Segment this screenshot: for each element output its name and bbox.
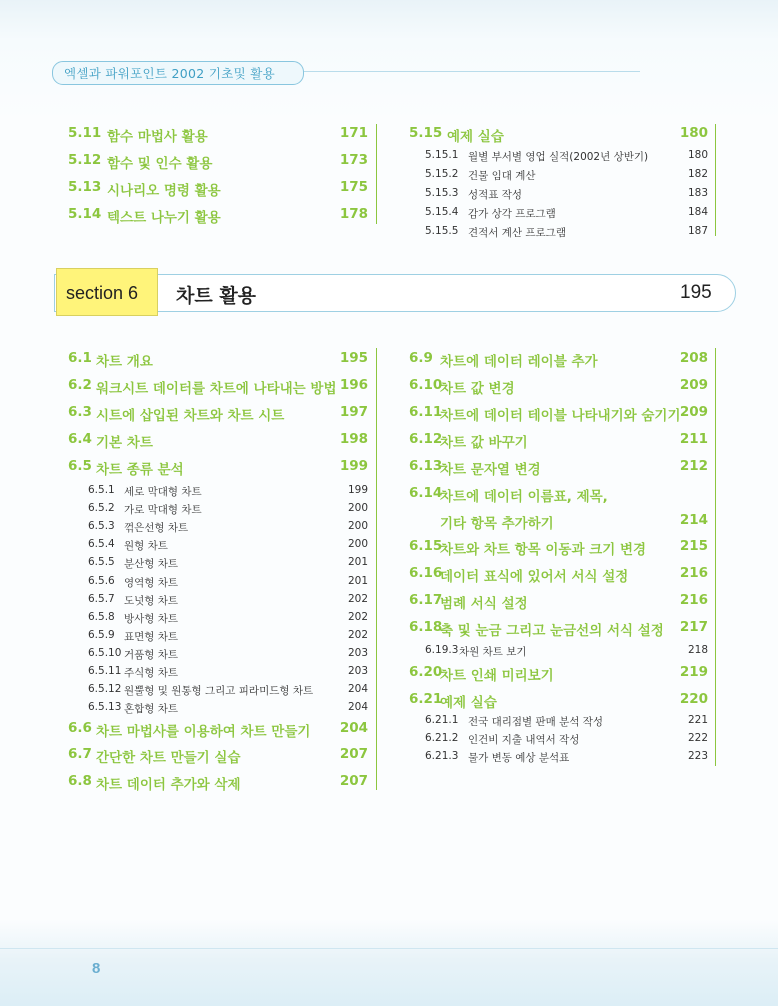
entry-title: 축 및 눈금 그리고 눈금선의 서식 설정 xyxy=(440,623,664,639)
header-rule xyxy=(300,71,640,72)
entry-title: 워크시트 데이터를 차트에 나타내는 방법 xyxy=(96,381,337,397)
subentry-page: 183 xyxy=(687,187,708,199)
toc-subentry[interactable] xyxy=(88,683,368,697)
subentry-number: 5.15.3 xyxy=(425,187,459,199)
entry-title: 함수 마법사 활용 xyxy=(107,129,208,145)
subentry-number: 5.15.4 xyxy=(425,206,459,218)
subentry-page: 222 xyxy=(687,732,708,744)
section-label: section 6 xyxy=(66,283,139,303)
subentry-number: 6.19.3 xyxy=(425,644,459,656)
toc-entry[interactable] xyxy=(68,377,368,395)
subentry-title: 인건비 지출 내역서 작성 xyxy=(468,734,580,746)
entry-title: 차트 인쇄 미리보기 xyxy=(440,668,554,684)
entry-page: 195 xyxy=(339,350,368,366)
entry-page: 209 xyxy=(679,377,708,393)
subentry-title: 원뿔형 및 원통형 그리고 피라미드형 차트 xyxy=(124,685,314,698)
entry-title: 차트에 데이터 테이블 나타내기와 숨기기 xyxy=(440,408,681,424)
subentry-title: 감가 상각 프로그램 xyxy=(468,208,556,220)
entry-title: 텍스트 나누기 활용 xyxy=(107,210,221,226)
entry-page: 211 xyxy=(679,431,708,447)
book-title: 엑셀과 파워포인트 2002 기초및 활용 xyxy=(64,66,275,81)
entry-page: 207 xyxy=(339,746,368,762)
entry-page: 219 xyxy=(679,664,708,680)
toc-subentry[interactable] xyxy=(88,538,368,552)
subentry-number: 5.15.2 xyxy=(425,168,459,180)
subentry-number: 6.5.6 xyxy=(88,574,115,587)
subentry-title: 세로 막대형 차트 xyxy=(124,486,202,498)
entry-number: 6.21 xyxy=(409,691,443,707)
subentry-page: 182 xyxy=(687,168,708,180)
column-divider xyxy=(715,124,716,236)
entry-page: 220 xyxy=(679,691,708,707)
entry-number: 6.16 xyxy=(409,565,443,581)
subentry-number: 6.5.4 xyxy=(88,538,115,551)
toc-entry[interactable] xyxy=(409,125,708,143)
entry-page: 209 xyxy=(679,404,708,420)
toc-subentry[interactable] xyxy=(88,520,368,534)
subentry-title: 물가 변동 예상 분석표 xyxy=(468,752,570,764)
entry-number: 6.10 xyxy=(409,377,443,393)
toc-entry[interactable] xyxy=(409,377,708,395)
entry-number: 5.15 xyxy=(409,125,443,141)
entry-title: 차트 종류 분석 xyxy=(96,462,184,478)
toc-subentry[interactable] xyxy=(425,750,708,764)
entry-title: 데이터 표식에 있어서 서식 설정 xyxy=(440,569,629,585)
subentry-page: 200 xyxy=(347,538,368,551)
subentry-page: 202 xyxy=(347,592,368,605)
subentry-page: 200 xyxy=(347,520,368,533)
entry-number: 6.2 xyxy=(68,377,92,393)
entry-number: 6.14 xyxy=(409,485,443,501)
entry-number: 6.7 xyxy=(68,746,92,762)
toc-subentry[interactable] xyxy=(88,484,368,498)
toc-entry[interactable] xyxy=(409,691,708,709)
column-divider xyxy=(376,348,377,790)
subentry-number: 6.5.13 xyxy=(88,701,122,714)
subentry-title: 가로 막대형 차트 xyxy=(124,504,202,517)
entry-title: 예제 실습 xyxy=(447,129,504,145)
entry-title-line2: 기타 항목 추가하기 xyxy=(440,516,554,532)
subentry-number: 5.15.5 xyxy=(425,225,459,237)
toc-entry[interactable] xyxy=(68,350,368,368)
subentry-number: 6.21.1 xyxy=(425,714,459,726)
entry-title: 차트와 차트 항목 이동과 크기 변경 xyxy=(440,542,647,558)
subentry-title: 차원 차트 보기 xyxy=(459,646,527,658)
toc-subentry[interactable] xyxy=(88,665,368,679)
entry-number: 6.8 xyxy=(68,773,92,789)
entry-page: 178 xyxy=(339,206,368,222)
section-title: 차트 활용 xyxy=(176,285,257,307)
toc-subentry[interactable] xyxy=(88,593,368,607)
subentry-page: 218 xyxy=(687,644,708,656)
entry-page: 216 xyxy=(679,592,708,608)
entry-title: 차트 값 변경 xyxy=(440,381,515,397)
subentry-number: 6.5.12 xyxy=(88,683,122,696)
subentry-title: 방사형 차트 xyxy=(124,612,179,625)
toc-subentry[interactable] xyxy=(425,714,708,728)
entry-number: 6.6 xyxy=(68,720,92,736)
page-number: 8 xyxy=(92,960,101,977)
entry-page: 175 xyxy=(339,179,368,195)
entry-number: 6.15 xyxy=(409,538,443,554)
subentry-number: 6.5.11 xyxy=(88,665,122,677)
subentry-title: 견적서 계산 프로그램 xyxy=(468,227,566,239)
toc-subentry[interactable] xyxy=(88,575,368,589)
entry-number: 6.11 xyxy=(409,404,443,420)
entry-page: 215 xyxy=(679,538,708,554)
toc-entry[interactable] xyxy=(68,746,368,764)
toc-entry[interactable] xyxy=(409,565,708,583)
entry-number: 6.17 xyxy=(409,592,443,608)
entry-page: 180 xyxy=(679,125,708,141)
subentry-title: 성적표 작성 xyxy=(468,189,523,201)
toc-subentry[interactable] xyxy=(88,556,368,570)
entry-title: 예제 실습 xyxy=(440,695,497,711)
entry-number: 6.9 xyxy=(409,350,433,366)
entry-page: 217 xyxy=(679,619,708,635)
entry-title: 함수 및 인수 활용 xyxy=(107,156,213,172)
entry-page: 214 xyxy=(679,512,708,528)
subentry-page: 202 xyxy=(347,628,368,641)
entry-title: 차트 문자열 변경 xyxy=(440,462,541,478)
toc-entry[interactable] xyxy=(409,350,708,368)
subentry-number: 6.21.2 xyxy=(425,732,459,744)
toc-subentry[interactable] xyxy=(425,187,708,201)
toc-subentry[interactable] xyxy=(425,225,708,239)
section-page: 195 xyxy=(680,282,712,303)
entry-page: 208 xyxy=(679,350,708,366)
subentry-title: 영역형 차트 xyxy=(124,576,179,589)
subentry-number: 6.5.10 xyxy=(88,646,122,659)
subentry-title: 전국 대리점별 판매 분석 작성 xyxy=(468,716,604,728)
subentry-number: 6.5.7 xyxy=(88,592,115,605)
entry-page: 173 xyxy=(339,152,368,168)
entry-title: 간단한 차트 만들기 실습 xyxy=(96,750,241,766)
subentry-page: 200 xyxy=(347,502,368,515)
entry-page: 198 xyxy=(339,431,368,447)
subentry-number: 5.15.1 xyxy=(425,149,459,161)
toc-entry[interactable] xyxy=(68,206,368,224)
toc-subentry[interactable] xyxy=(425,644,708,658)
entry-number: 5.13 xyxy=(68,179,102,195)
subentry-title: 월별 부서별 영업 실적(2002년 상반기) xyxy=(468,151,649,163)
subentry-number: 6.5.8 xyxy=(88,610,115,623)
toc-entry[interactable] xyxy=(409,538,708,556)
subentry-title: 주식형 차트 xyxy=(124,667,179,679)
entry-title: 시나리오 명령 활용 xyxy=(107,183,221,199)
toc-entry[interactable] xyxy=(68,720,368,738)
entry-title: 시트에 삽입된 차트와 차트 시트 xyxy=(96,408,285,424)
entry-title: 기본 차트 xyxy=(96,435,153,451)
toc-entry[interactable] xyxy=(409,619,708,637)
entry-title: 차트 마법사를 이용하여 차트 만들기 xyxy=(96,724,311,740)
subentry-number: 6.5.9 xyxy=(88,628,115,641)
toc-entry[interactable] xyxy=(409,664,708,682)
subentry-page: 204 xyxy=(347,683,368,696)
toc-subentry[interactable] xyxy=(88,647,368,661)
toc-subentry[interactable] xyxy=(425,149,708,163)
footer-rule xyxy=(0,948,778,949)
entry-number: 6.1 xyxy=(68,350,92,366)
toc-entry[interactable] xyxy=(68,431,368,449)
subentry-title: 원형 차트 xyxy=(124,540,168,553)
subentry-title: 분산형 차트 xyxy=(124,558,179,571)
subentry-title: 거품형 차트 xyxy=(124,648,179,661)
column-divider xyxy=(376,124,377,224)
subentry-page: 184 xyxy=(687,206,708,218)
entry-number: 6.13 xyxy=(409,458,443,474)
subentry-number: 6.5.5 xyxy=(88,556,115,569)
entry-page: 216 xyxy=(679,565,708,581)
subentry-title: 표면형 차트 xyxy=(124,630,179,643)
toc-entry[interactable] xyxy=(68,404,368,422)
entry-title: 차트 개요 xyxy=(96,354,153,370)
entry-page: 196 xyxy=(339,377,368,393)
entry-page: 199 xyxy=(339,458,368,474)
entry-number: 6.12 xyxy=(409,431,443,447)
subentry-page: 202 xyxy=(347,610,368,623)
toc-subentry[interactable] xyxy=(88,701,368,715)
entry-number: 5.14 xyxy=(68,206,102,222)
entry-number: 6.3 xyxy=(68,404,92,420)
entry-number: 6.18 xyxy=(409,619,443,635)
entry-title: 범례 서식 설정 xyxy=(440,596,528,612)
toc-entry[interactable] xyxy=(68,125,368,143)
entry-page: 171 xyxy=(339,125,368,141)
entry-title-line1: 차트에 데이터 이름표, 제목, xyxy=(440,489,608,505)
entry-number: 6.4 xyxy=(68,431,92,447)
subentry-page: 199 xyxy=(347,484,368,496)
toc-entry[interactable] xyxy=(409,458,708,476)
subentry-page: 203 xyxy=(347,646,368,659)
subentry-page: 221 xyxy=(687,714,708,726)
toc-subentry[interactable] xyxy=(88,502,368,516)
toc-entry[interactable] xyxy=(68,152,368,170)
subentry-title: 혼합형 차트 xyxy=(124,703,179,716)
toc-entry[interactable] xyxy=(68,179,368,197)
entry-page: 204 xyxy=(339,720,368,736)
toc-subentry[interactable] xyxy=(425,732,708,746)
entry-number: 6.20 xyxy=(409,664,443,680)
subentry-number: 6.5.3 xyxy=(88,520,115,533)
toc-subentry[interactable] xyxy=(88,629,368,643)
subentry-number: 6.21.3 xyxy=(425,750,459,762)
toc-subentry[interactable] xyxy=(425,206,708,220)
subentry-page: 223 xyxy=(687,750,708,762)
entry-title: 차트에 데이터 레이블 추가 xyxy=(440,354,598,370)
entry-number: 5.12 xyxy=(68,152,102,168)
toc-entry[interactable] xyxy=(409,431,708,449)
toc-entry[interactable] xyxy=(409,404,708,422)
subentry-page: 201 xyxy=(347,556,368,569)
entry-number: 6.5 xyxy=(68,458,92,474)
subentry-page: 201 xyxy=(347,574,368,587)
subentry-page: 204 xyxy=(347,701,368,714)
subentry-page: 187 xyxy=(687,225,708,237)
toc-entry[interactable] xyxy=(68,458,368,476)
toc-subentry[interactable] xyxy=(88,611,368,625)
subentry-title: 건물 임대 계산 xyxy=(468,170,536,182)
entry-page: 207 xyxy=(339,773,368,789)
entry-title: 차트 값 바꾸기 xyxy=(440,435,528,451)
toc-entry-multiline[interactable] xyxy=(409,485,708,532)
toc-subentry[interactable] xyxy=(425,168,708,182)
toc-entry[interactable] xyxy=(68,773,368,791)
entry-page: 212 xyxy=(679,458,708,474)
subentry-title: 도넛형 차트 xyxy=(124,594,179,607)
entry-page: 197 xyxy=(339,404,368,420)
toc-entry[interactable] xyxy=(409,592,708,610)
subentry-number: 6.5.1 xyxy=(88,484,115,496)
entry-title: 차트 데이터 추가와 삭제 xyxy=(96,777,241,793)
subentry-page: 203 xyxy=(347,665,368,677)
entry-number: 5.11 xyxy=(68,125,102,141)
subentry-number: 6.5.2 xyxy=(88,502,115,515)
subentry-title: 꺾은선형 차트 xyxy=(124,522,189,535)
column-divider xyxy=(715,348,716,766)
subentry-page: 180 xyxy=(687,149,708,161)
